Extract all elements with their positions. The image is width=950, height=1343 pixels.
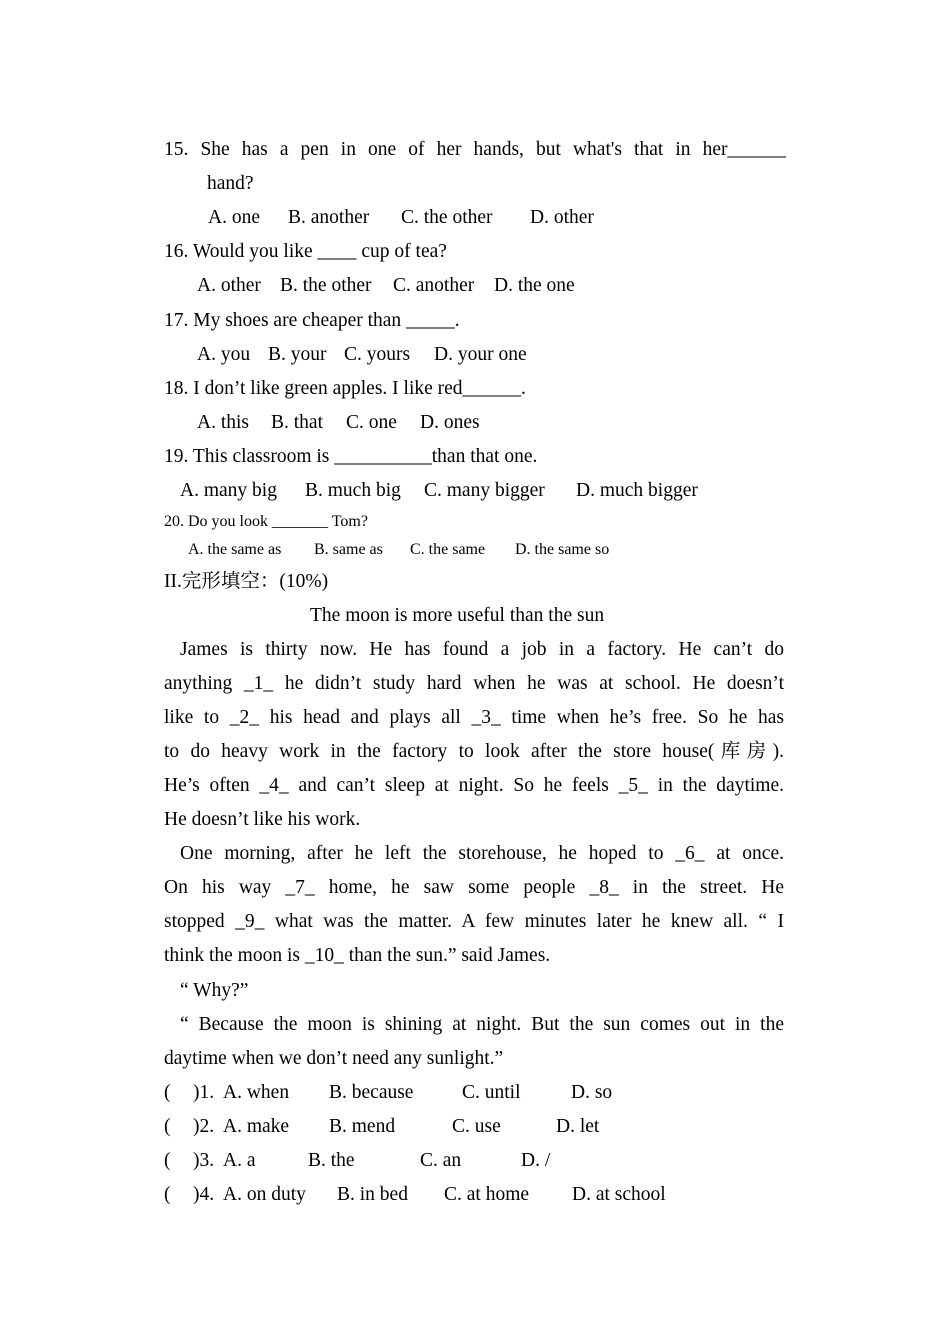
answer-1-option-a: A. when [223,1082,290,1103]
answer-2-open-bracket: ( [164,1116,171,1137]
cloze-line-12: “ Because the moon is shining at night. But the sun comes out in the [180,1014,784,1035]
answer-2-number: )2. [193,1116,215,1137]
question-15-option-c: C. the other [401,207,493,228]
cloze-line-5: He’s often _4_ and can’t sleep at night. So he feels _5_ in the daytime. [164,775,784,796]
question-16-option-a: A. other [197,275,261,296]
question-16-option-c: C. another [393,275,475,296]
question-17-option-d: D. your one [434,344,527,365]
answer-4-option-b: B. in bed [337,1184,408,1205]
answer-1-open-bracket: ( [164,1082,171,1103]
answer-1-option-d: D. so [571,1082,613,1103]
answer-4-option-a: A. on duty [223,1184,306,1205]
answer-1-option-c: C. until [462,1082,521,1103]
question-15-option-b: B. another [288,207,370,228]
question-17-option-b: B. your [268,344,327,365]
question-18-option-d: D. ones [420,412,480,433]
cloze-title: The moon is more useful than the sun [310,605,605,626]
question-17-option-c: C. yours [344,344,411,365]
cloze-line-1: James is thirty now. He has found a job in a factory. He can’t do [180,639,784,660]
question-20-option-d: D. the same so [515,541,610,558]
cloze-line-8: On his way _7_ home, he saw some people _8_ in the street. He [164,877,784,898]
question-19-option-a: A. many big [180,480,277,501]
question-18-option-a: A. this [197,412,250,433]
answer-3-number: )3. [193,1150,215,1171]
answer-3-option-c: C. an [420,1150,462,1171]
answer-2-option-a: A. make [223,1116,290,1137]
cloze-line-4: to do heavy work in the factory to look after the store house(库房). [164,741,784,762]
question-17-stem: 17. My shoes are cheaper than _____. [164,310,460,331]
answer-3-open-bracket: ( [164,1150,171,1171]
answer-2-option-d: D. let [556,1116,600,1137]
question-18-option-c: C. one [346,412,397,433]
question-18-stem: 18. I don’t like green apples. I like red______. [164,378,526,399]
question-15-option-d: D. other [530,207,594,228]
cloze-line-10: think the moon is _10_ than the sun.” said James. [164,945,551,966]
cloze-line-2: anything _1_ he didn’t study hard when he was at school. He doesn’t [164,673,784,694]
cloze-line-7: One morning, after he left the storehouse, he hoped to _6_ at once. [180,843,784,864]
answer-2-option-c: C. use [452,1116,501,1137]
question-20-option-a: A. the same as [188,541,282,558]
answer-4-number: )4. [193,1184,215,1205]
answer-4-option-c: C. at home [444,1184,530,1205]
cloze-line-13: daytime when we don’t need any sunlight.” [164,1048,504,1069]
question-20-option-b: B. same as [314,541,383,558]
answer-3-option-b: B. the [308,1150,355,1171]
answer-3-option-a: A. a [223,1150,256,1171]
cloze-line-6: He doesn’t like his work. [164,809,361,830]
question-19-option-c: C. many bigger [424,480,545,501]
question-16-option-d: D. the one [494,275,575,296]
cloze-line-11: “ Why?” [180,980,249,1001]
cloze-line-3: like to _2_ his head and plays all _3_ time when he’s free. So he has [164,707,784,728]
question-16-stem: 16. Would you like ____ cup of tea? [164,241,447,262]
answer-2-option-b: B. mend [329,1116,396,1137]
question-19-stem: 19. This classroom is __________than that one. [164,446,538,467]
question-19-option-d: D. much bigger [576,480,698,501]
question-18-option-b: B. that [271,412,323,433]
question-20-option-c: C. the same [410,541,486,558]
question-19-option-b: B. much big [305,480,401,501]
question-20-stem: 20. Do you look _______ Tom? [164,513,368,530]
question-15-stem-continued: hand? [207,173,254,194]
cloze-line-9: stopped _9_ what was the matter. A few minutes later he knew all. “ I [164,911,784,932]
cloze-heading: II.完形填空：(10%) [164,571,329,592]
question-15-stem: 15. She has a pen in one of her hands, but what's that in her______ [164,139,786,160]
question-15-option-a: A. one [208,207,260,228]
answer-4-open-bracket: ( [164,1184,171,1205]
question-17-option-a: A. you [197,344,251,365]
question-16-option-b: B. the other [280,275,372,296]
answer-3-option-d: D. / [521,1150,551,1171]
answer-4-option-d: D. at school [572,1184,666,1205]
answer-1-number: )1. [193,1082,215,1103]
answer-1-option-b: B. because [329,1082,414,1103]
